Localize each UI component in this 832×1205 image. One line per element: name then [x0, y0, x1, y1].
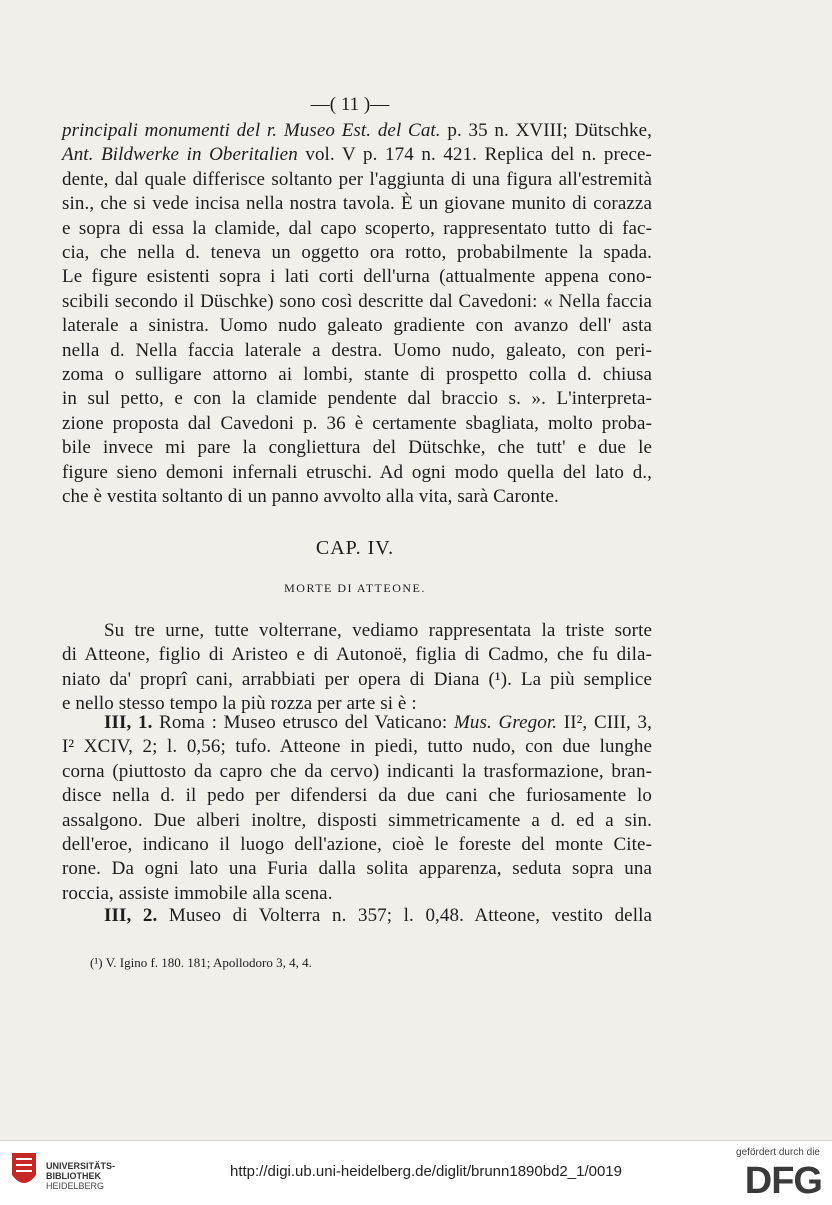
text-line: dell'eroe, indicano il luogo dell'azione, cioè le foreste del monte Cite- — [62, 834, 652, 855]
text-line: nella d. Nella faccia laterale a destra. Uomo nudo, galeato, con peri- — [62, 339, 652, 361]
text-line: figure sieno demoni infernali etruschi. Ad ogni modo quella del lato d., — [62, 461, 652, 483]
text-line: Le figure esistenti sopra i lati corti dell'urna (attualmente appena cono- — [62, 266, 652, 288]
text-line: laterale a sinistra. Uomo nudo galeato gradiente con avanzo dell' asta — [62, 315, 652, 337]
text-segment: p. 35 n. XVIII; Dütschke, — [440, 120, 652, 141]
chapter-heading: CAP. IV. — [315, 537, 395, 559]
text-line: assalgono. Due alberi inoltre, disposti simmetricamente a d. ed a sin. — [62, 809, 652, 831]
text-line: scibili secondo il Düschke) sono così descritte dal Cavedoni: « Nella faccia — [62, 290, 652, 312]
footnote: (¹) V. Igino f. 180. 181; Apollodoro 3, 4, 4. — [90, 955, 312, 970]
university-seal-icon — [8, 1149, 40, 1193]
text-segment: III, 1. — [104, 712, 153, 733]
text-line: disce nella d. il pedo per difendersi da due cani che furiosamente lo — [62, 785, 652, 807]
text-line — [62, 143, 652, 167]
source-url-link[interactable]: http://digi.ub.uni-heidelberg.de/diglit/brunn1890bd2_1/0019 — [230, 1163, 622, 1180]
text-line: zoma o sulligare attorno ai lombi, stante di prospetto colla d. chiusa — [62, 364, 652, 385]
text-line: corna (piuttosto da capro che da cervo) indicanti la trasformazione, bran- — [62, 760, 652, 782]
page-number: —( 11 )— — [310, 94, 390, 115]
text-line — [62, 711, 652, 735]
text-segment: vol. V p. 174 n. 421. Replica del n. prece- — [297, 144, 652, 166]
text-line: I² XCIV, 2; l. 0,56; tufo. Atteone in piedi, tutto nudo, con due lunghe — [62, 736, 652, 758]
text-segment: II², CIII, 3, — [557, 712, 652, 733]
text-line: e nello stesso tempo la più rozza per arte si è : — [62, 693, 417, 715]
text-line: roccia, assiste immobile alla scena. — [62, 882, 333, 904]
text-line: bile invece mi pare la congliettura del Dütschke, che tutt' e due le — [62, 437, 652, 459]
text-line: Su tre urne, tutte volterrane, vediamo rappresentata la triste sorte — [104, 620, 652, 641]
text-segment: Museo di Volterra n. 357; l. 0,48. Atteone, vestito della — [157, 905, 652, 926]
library-name-line-2: BIBLIOTHEK — [46, 1171, 101, 1181]
text-line: niato da' proprî cani, arrabbiati per opera di Diana (¹). La più semplice — [62, 668, 652, 690]
text-segment: Roma : Museo etrusco del Vaticano: — [152, 712, 454, 733]
text-line: di Atteone, figlio di Aristeo e di Autonoë, figlia di Cadmo, che fu dila- — [62, 644, 652, 666]
text-segment: III, 2. — [104, 905, 158, 926]
funding-label: gefördert durch die — [736, 1147, 820, 1158]
dfg-logo: DFG — [744, 1160, 822, 1202]
text-line: cia, che nella d. teneva un oggetto ora rotto, probabilmente la spada. — [62, 242, 652, 263]
text-line: sin., che si vede incisa nella nostra tavola. È un giovane munito di corazza — [62, 193, 652, 215]
text-line: dente, dal quale differisce soltanto per l'aggiunta di una figura all'estremità — [62, 168, 652, 190]
library-name-line-3: HEIDELBERG — [46, 1181, 105, 1191]
chapter-subtitle: MORTE DI ATTEONE. — [284, 581, 426, 595]
footer-bar — [0, 1140, 832, 1205]
text-line: e sopra di essa la clamide, dal capo scoperto, rappresentato tutto di fac- — [62, 217, 652, 239]
text-line: in sul petto, e con la clamide pendente dal braccio s. ». L'interpreta- — [62, 388, 652, 410]
text-line: rone. Da ogni lato una Furia dalla solita apparenza, seduta sopra una — [62, 858, 652, 880]
text-line: zione proposta dal Cavedoni p. 36 è certamente sbagliata, molto proba- — [62, 412, 652, 434]
text-line: che è vestita soltanto di un panno avvolto alla vita, sarà Caronte. — [62, 486, 559, 507]
text-segment: principali monumenti del r. Museo Est. del Cat. — [62, 120, 441, 141]
text-segment: Ant. Bildwerke in Oberitalien — [62, 144, 298, 166]
library-name-line-1: UNIVERSITÄTS- — [46, 1161, 116, 1171]
library-name — [46, 1161, 115, 1191]
text-segment: Mus. Gregor. — [453, 712, 558, 733]
text-line — [62, 904, 652, 928]
text-line — [62, 119, 652, 143]
